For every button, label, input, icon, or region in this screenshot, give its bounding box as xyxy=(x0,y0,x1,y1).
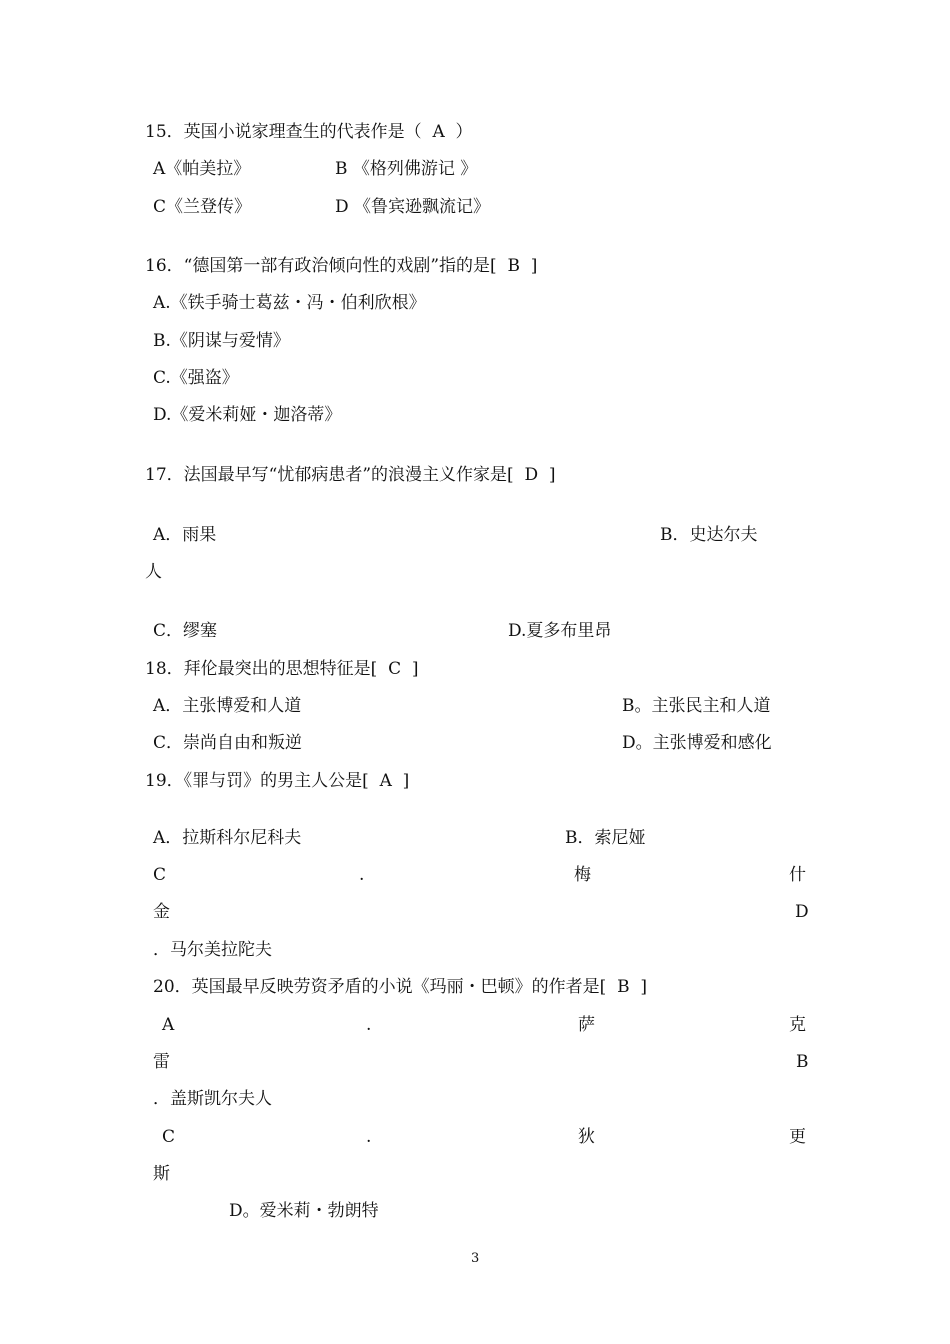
question-20-option-c-char: 狄 xyxy=(578,1127,595,1147)
question-20-option-b: ．盖斯凯尔夫人 xyxy=(153,1089,272,1109)
question-20-option-c-letter: C xyxy=(162,1127,176,1147)
page-number: 3 xyxy=(471,1251,480,1266)
question-20-option-b-letter: B xyxy=(796,1052,809,1072)
question-16-stem: 16．“德国第一部有政治倾向性的戏剧”指的是[ B ] xyxy=(145,256,538,276)
question-18-stem: 18．拜伦最突出的思想特征是[ C ] xyxy=(145,659,419,679)
question-17-option-d: D.夏多布里昂 xyxy=(508,621,612,641)
question-17-option-a: A．雨果 xyxy=(153,525,217,545)
question-18-option-d: D。主张博爱和感化 xyxy=(622,733,772,753)
question-19-option-c-letter: C xyxy=(153,865,167,885)
question-18-option-b: B。主张民主和人道 xyxy=(622,696,771,716)
question-19-option-c-dot: . xyxy=(359,865,365,885)
question-17-option-b-wrap: 人 xyxy=(145,562,162,582)
question-19-option-d: ．马尔美拉陀夫 xyxy=(153,940,272,960)
question-19-option-c-wrap: 金 xyxy=(153,902,170,922)
question-15-option-c: C《兰登传》 xyxy=(153,197,252,217)
question-16-option-d: D.《爱米莉娅・迦洛蒂》 xyxy=(153,405,342,425)
question-19-stem: 19．《罪与罚》的男主人公是[ A ] xyxy=(145,771,410,791)
question-15-option-b: B 《格列佛游记 》 xyxy=(335,159,478,179)
question-16-option-b: B.《阴谋与爱情》 xyxy=(153,331,290,351)
question-16-option-c: C.《强盗》 xyxy=(153,368,239,388)
question-20-option-c-dot: . xyxy=(366,1127,372,1147)
question-18-option-c: C．崇尚自由和叛逆 xyxy=(153,733,303,753)
question-17-option-c: C．缪塞 xyxy=(153,621,218,641)
question-19-option-c-char: 什 xyxy=(789,865,806,885)
question-20-option-a-dot: . xyxy=(366,1015,372,1035)
question-19-option-d-letter: D xyxy=(795,902,809,922)
question-20-stem: 20．英国最早反映劳资矛盾的小说《玛丽・巴顿》的作者是[ B ] xyxy=(153,977,648,997)
question-17-stem: 17．法国最早写“忧郁病患者”的浪漫主义作家是[ D ] xyxy=(145,465,556,485)
question-20-option-c-char: 更 xyxy=(789,1127,806,1147)
question-15-option-a: A《帕美拉》 xyxy=(153,159,251,179)
question-19-option-b: B．索尼娅 xyxy=(565,828,646,848)
question-20-option-c-wrap: 斯 xyxy=(153,1164,170,1184)
question-20-option-a-char: 萨 xyxy=(578,1015,595,1035)
question-20-option-a-wrap: 雷 xyxy=(153,1052,170,1072)
question-18-option-a: A．主张博爱和人道 xyxy=(153,696,302,716)
question-19-option-a: A．拉斯科尔尼科夫 xyxy=(153,828,302,848)
question-20-option-a-char: 克 xyxy=(789,1015,806,1035)
question-20-option-a-letter: A xyxy=(162,1015,175,1035)
question-20-option-d: D。爱米莉・勃朗特 xyxy=(229,1201,379,1221)
question-15-stem: 15．英国小说家理查生的代表作是（ A ） xyxy=(145,122,473,142)
question-16-option-a: A.《铁手骑士葛兹・冯・伯利欣根》 xyxy=(153,293,426,313)
question-15-option-d: D 《鲁宾逊飘流记》 xyxy=(335,197,491,217)
question-17-option-b: B．史达尔夫 xyxy=(660,525,758,545)
question-19-option-c-char: 梅 xyxy=(574,865,591,885)
